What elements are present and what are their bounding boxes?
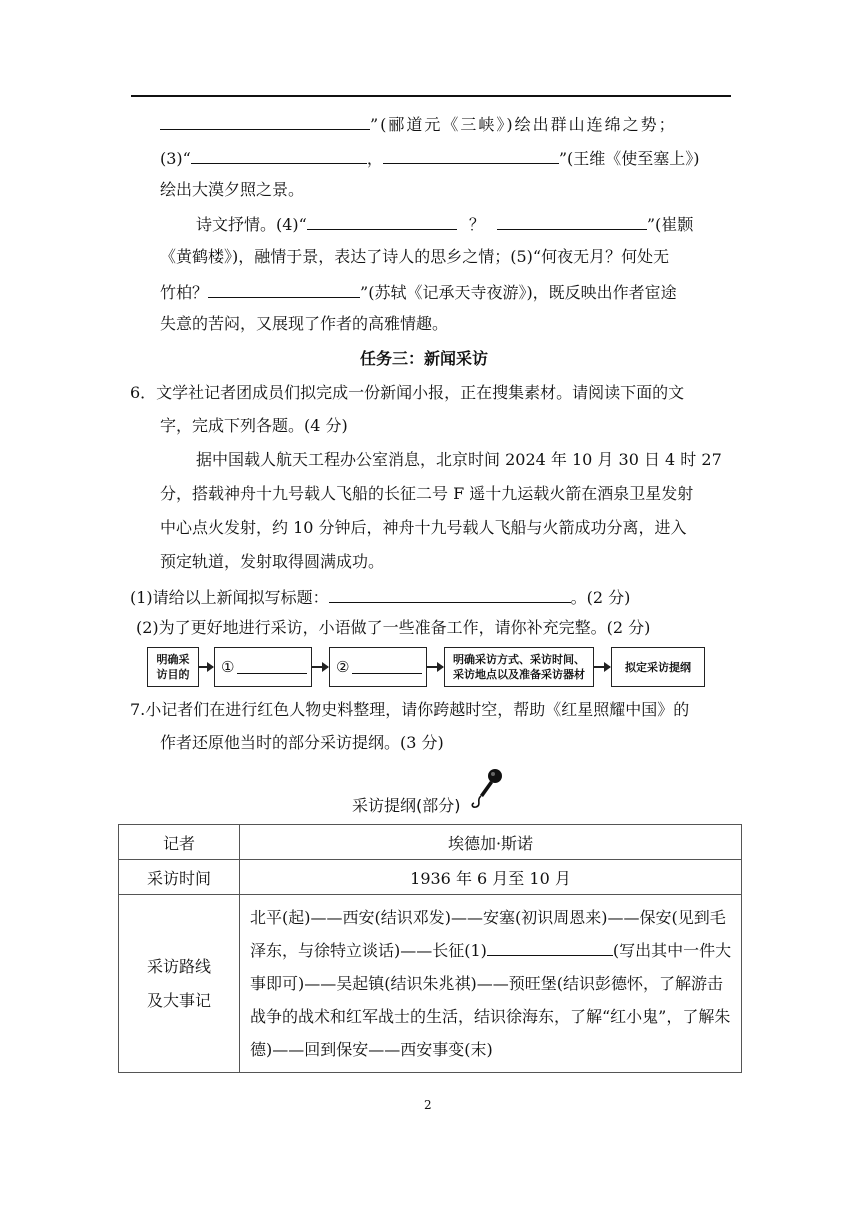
interview-outline-table xyxy=(118,824,742,1073)
table-row xyxy=(119,825,742,860)
row-label-reporter: 记者 xyxy=(119,825,240,860)
table-title: 采访提纲(部分) xyxy=(352,796,461,815)
answer-blank[interactable] xyxy=(383,147,559,164)
row-value-time: 1936 年 6 月至 10 月 xyxy=(240,860,742,895)
line-2: (3)“ ， ”(王维《使至塞上》) xyxy=(160,149,700,168)
microphone-icon xyxy=(470,767,504,809)
line-3: 绘出大漠夕照之景。 xyxy=(160,180,305,199)
line-7: 失意的苦闷，又展现了作者的高雅情趣。 xyxy=(160,314,449,333)
flow-step-method: 明确采访方式、采访时间、采访地点以及准备采访器材 xyxy=(444,647,594,687)
q6-sub-2: (2)为了更好地进行采访，小语做了一些准备工作，请你补充完整。(2 分) xyxy=(136,618,651,637)
flow-step-1[interactable]: ① xyxy=(214,647,312,687)
flow-step-outline: 拟定采访提纲 xyxy=(611,647,705,687)
flow-arrow xyxy=(199,666,213,668)
flow-blank-1[interactable] xyxy=(237,661,307,674)
flow-arrow xyxy=(594,666,610,668)
answer-blank[interactable] xyxy=(191,147,367,164)
table-row xyxy=(119,895,742,1073)
answer-blank[interactable] xyxy=(307,213,457,230)
q7-stem-2: 作者还原他当时的部分采访提纲。(3 分) xyxy=(160,733,444,752)
flow-blank-2[interactable] xyxy=(352,661,422,674)
news-line-3: 中心点火发射，约 10 分钟后，神舟十九号载人飞船与火箭成功分离，进入 xyxy=(160,518,687,537)
answer-blank[interactable] xyxy=(160,113,370,130)
q6-sub-1: (1)请给以上新闻拟写标题： 。(2 分) xyxy=(130,588,631,607)
task3-title: 任务三：新闻采访 xyxy=(360,349,489,368)
headline-blank[interactable] xyxy=(329,586,571,603)
row-value-route: 北平(起)——西安(结识邓发)——安塞(初识周恩来)——保安(见到毛泽东，与徐特立谈话)——长征(1) (写出其中一件大事即可)——吴起镇(结识朱兆祺)——预旺堡(结识彭德怀，了解游击战争的战术和红军战士的生活，结识徐海东，了解“红小鬼”，了解朱德)——回到保安——西安事变(末) xyxy=(240,895,742,1073)
answer-blank[interactable] xyxy=(208,281,360,298)
news-line-1: 据中国载人航天工程办公室消息，北京时间 2024 年 10 月 30 日 4 时 27 xyxy=(196,450,722,469)
q6-stem-2: 字，完成下列各题。(4 分) xyxy=(160,416,348,435)
flow-arrow xyxy=(427,666,443,668)
table-row xyxy=(119,860,742,895)
line-4: 诗文抒情。(4)“ ？ ”(崔颢 xyxy=(196,215,694,234)
answer-blank[interactable] xyxy=(497,213,647,230)
q7-stem-1: 7.小记者们在进行红色人物史料整理，请你跨越时空，帮助《红星照耀中国》的 xyxy=(130,700,690,719)
news-line-4: 预定轨道，发射取得圆满成功。 xyxy=(160,552,385,571)
line-5: 《黄鹤楼》)，融情于景，表达了诗人的思乡之情；(5)“何夜无月？何处无 xyxy=(160,247,670,266)
row-label-time: 采访时间 xyxy=(119,860,240,895)
flow-arrow xyxy=(312,666,328,668)
route-blank[interactable] xyxy=(487,939,613,956)
flow-step-purpose: 明确采访目的 xyxy=(147,647,199,687)
news-line-2: 分，搭载神舟十九号载人飞船的长征二号 F 遥十九运载火箭在酒泉卫星发射 xyxy=(160,484,694,503)
line-6: 竹柏？ ”(苏轼《记承天寺夜游》)，既反映出作者宦途 xyxy=(160,283,677,302)
header-rule xyxy=(131,95,731,97)
flow-step-2[interactable]: ② xyxy=(329,647,427,687)
row-label-route: 采访路线 及大事记 xyxy=(119,895,240,1073)
line-1: ”(郦道元《三峡》)绘出群山连绵之势； xyxy=(160,113,677,135)
q6-stem-1: 6．文学社记者团成员们拟完成一份新闻小报，正在搜集素材。请阅读下面的文 xyxy=(130,383,685,402)
page-number: 2 xyxy=(424,1098,432,1112)
row-value-reporter: 埃德加·斯诺 xyxy=(240,825,742,860)
